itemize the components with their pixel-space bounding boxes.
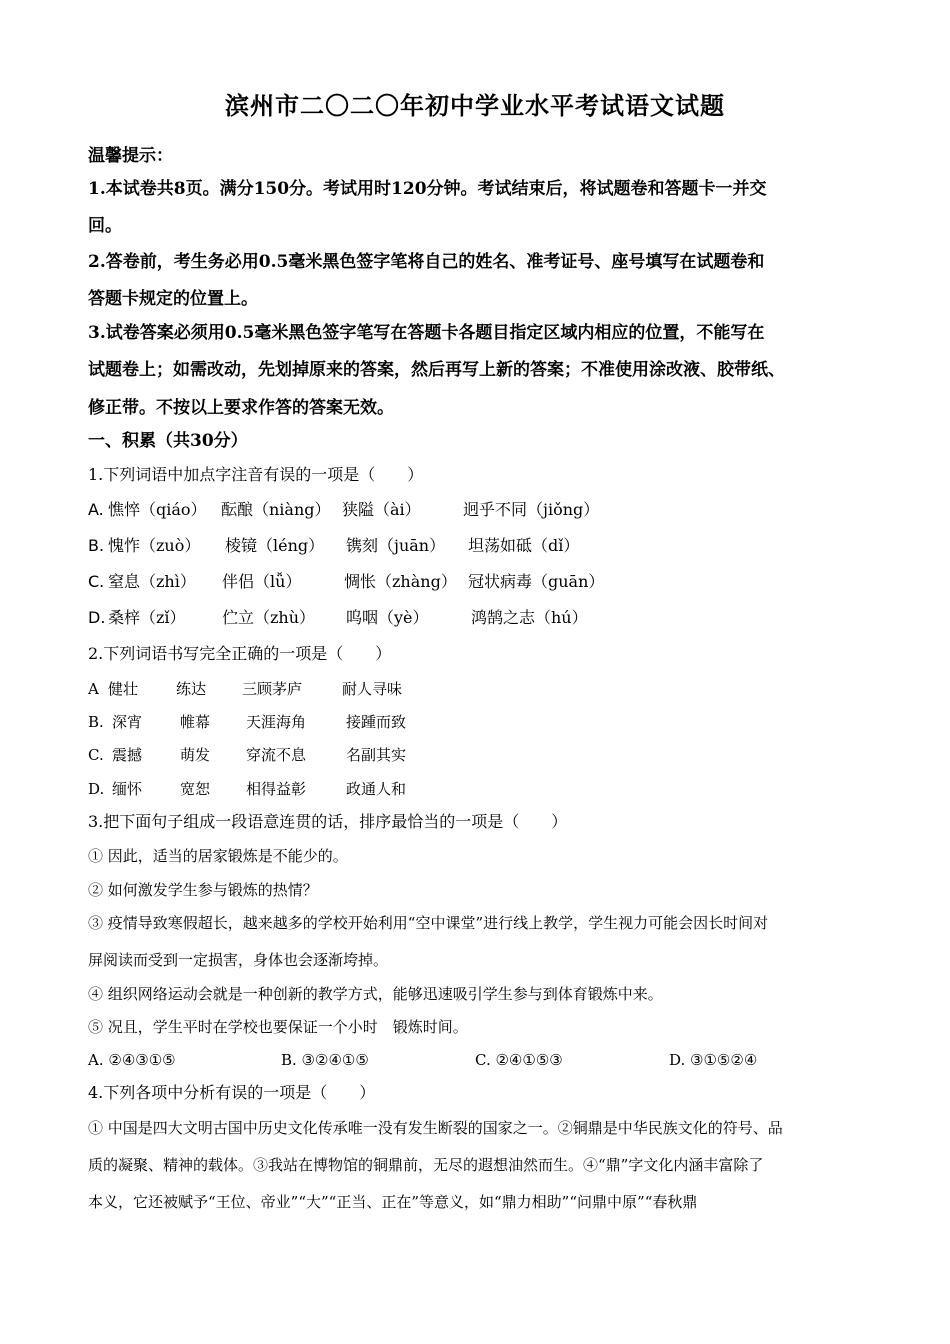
option-item: 健壮 <box>108 680 139 698</box>
choice-b: B. ③②④①⑤ <box>281 1051 369 1069</box>
question-stem: 2.下列词语书写完全正确的一项是（ ） <box>88 644 392 663</box>
question-stem: 1.下列词语中加点字注音有误的一项是（ ） <box>88 465 424 484</box>
passage-line: 质的凝聚、精神的载体。③我站在博物馆的铜鼎前，无尽的遐想油然而生。④“鼎”字文化内涵丰富除了 <box>88 1156 764 1174</box>
option-item: 窒息（zhì） <box>108 572 196 591</box>
option-item: 宽恕 <box>180 780 211 798</box>
sentence: ③ 疫情导致寒假超长，越来越多的学校开始利用“空中课堂”进行线上教学，学生视力可能会因长时间对 <box>88 914 769 932</box>
option-item: 狭隘（ài） <box>342 500 421 519</box>
choice-a: A. ②④③①⑤ <box>88 1051 176 1069</box>
option-item: 惆怅（zhàng） <box>344 572 457 591</box>
option-item: 伴侣（lǚ） <box>222 572 302 591</box>
option-item: 萌发 <box>180 746 211 764</box>
option-item: 相得益彰 <box>246 780 307 798</box>
sentence: 屏阅读而受到一定损害，身体也会逐渐垮掉。 <box>88 951 389 969</box>
option-item: 伫立（zhù） <box>222 608 316 627</box>
option-label: B. <box>88 713 104 731</box>
question-stem: 4.下列各项中分析有误的一项是（ ） <box>88 1083 376 1102</box>
passage-line: ① 中国是四大文明古国中历史文化传承唯一没有发生断裂的国家之一。②铜鼎是中华民族文化的符号、品 <box>88 1119 783 1137</box>
choice-d: D. ③①⑤②④ <box>669 1051 758 1069</box>
option-item: 深宵 <box>112 713 143 731</box>
option-item: 练达 <box>176 680 207 698</box>
passage-line: 本义，它还被赋予“王位、帝业”“大”“正当、正在”等意义，如“鼎力相助”“问鼎中原”“春秋鼎 <box>88 1193 698 1211</box>
option-item: 镌刻（juān） <box>346 536 446 555</box>
option-item: 酝酿（niàng） <box>221 500 331 519</box>
option-label: A <box>88 680 99 698</box>
option-item: 愧怍（zuò） <box>108 536 201 555</box>
option-item: 坦荡如砥（dǐ） <box>468 536 580 555</box>
choice-c: C. ②④①⑤③ <box>475 1051 563 1069</box>
tips-line: 2.答卷前，考生务必用0.5毫米黑色签字笔将自己的姓名、准考证号、座号填写在试题卷和 <box>88 252 765 272</box>
option-item: 名副其实 <box>346 746 407 764</box>
option-item: 憔悴（qiáo） <box>108 500 207 519</box>
option-item: 帷幕 <box>180 713 211 731</box>
tips-line: 3.试卷答案必须用0.5毫米黑色签字笔写在答题卡各题目指定区域内相应的位置，不能写在 <box>88 323 765 343</box>
option-item: 呜咽（yè） <box>346 608 429 627</box>
option-label: C. <box>88 572 105 591</box>
option-item: 穿流不息 <box>246 746 307 764</box>
sentence: ④ 组织网络运动会就是一种创新的教学方式，能够迅速吸引学生参与到体育锻炼中来。 <box>88 985 663 1003</box>
tips-heading: 温馨提示： <box>88 146 173 166</box>
tips-line: 试题卷上；如需改动，先划掉原来的答案，然后再写上新的答案；不准使用涂改液、胶带纸、 <box>88 360 785 380</box>
sentence: ⑤ 况且，学生平时在学校也要保证一个小时 锻炼时间。 <box>88 1018 468 1036</box>
option-label: D. <box>88 780 105 798</box>
option-item: 缅怀 <box>112 780 143 798</box>
option-item: 三顾茅庐 <box>242 680 303 698</box>
tips-line: 修正带。不按以上要求作答的答案无效。 <box>88 398 394 418</box>
tips-line: 答题卡规定的位置上。 <box>88 289 258 309</box>
option-item: 震撼 <box>112 746 143 764</box>
tips-line: 回。 <box>88 216 122 236</box>
option-item: 耐人寻味 <box>342 680 403 698</box>
section-heading: 一、积累（共30分） <box>88 431 248 451</box>
question-stem: 3.把下面句子组成一段语意连贯的话，排序最恰当的一项是（ ） <box>88 812 568 831</box>
option-item: 鸿鹄之志（hú） <box>471 608 588 627</box>
option-item: 接踵而致 <box>346 713 407 731</box>
tips-line: 1.本试卷共8页。满分150分。考试用时120分钟。考试结束后，将试题卷和答题卡一并交 <box>88 179 767 199</box>
option-item: 天涯海角 <box>246 713 307 731</box>
option-label: D. <box>88 608 106 627</box>
option-label: C. <box>88 746 104 764</box>
sentence: ① 因此，适当的居家锻炼是不能少的。 <box>88 847 348 865</box>
option-item: 政通人和 <box>346 780 407 798</box>
page-title: 滨州市二〇二〇年初中学业水平考试语文试题 <box>225 91 725 120</box>
sentence: ② 如何激发学生参与锻炼的热情？ <box>88 881 318 899</box>
option-item: 桑梓（zǐ） <box>108 608 186 627</box>
option-label: A. <box>88 500 104 519</box>
option-item: 棱镜（léng） <box>225 536 325 555</box>
option-item: 迥乎不同（jiǒng） <box>463 500 600 519</box>
option-label: B. <box>88 536 105 555</box>
option-item: 冠状病毒（guān） <box>468 572 605 591</box>
